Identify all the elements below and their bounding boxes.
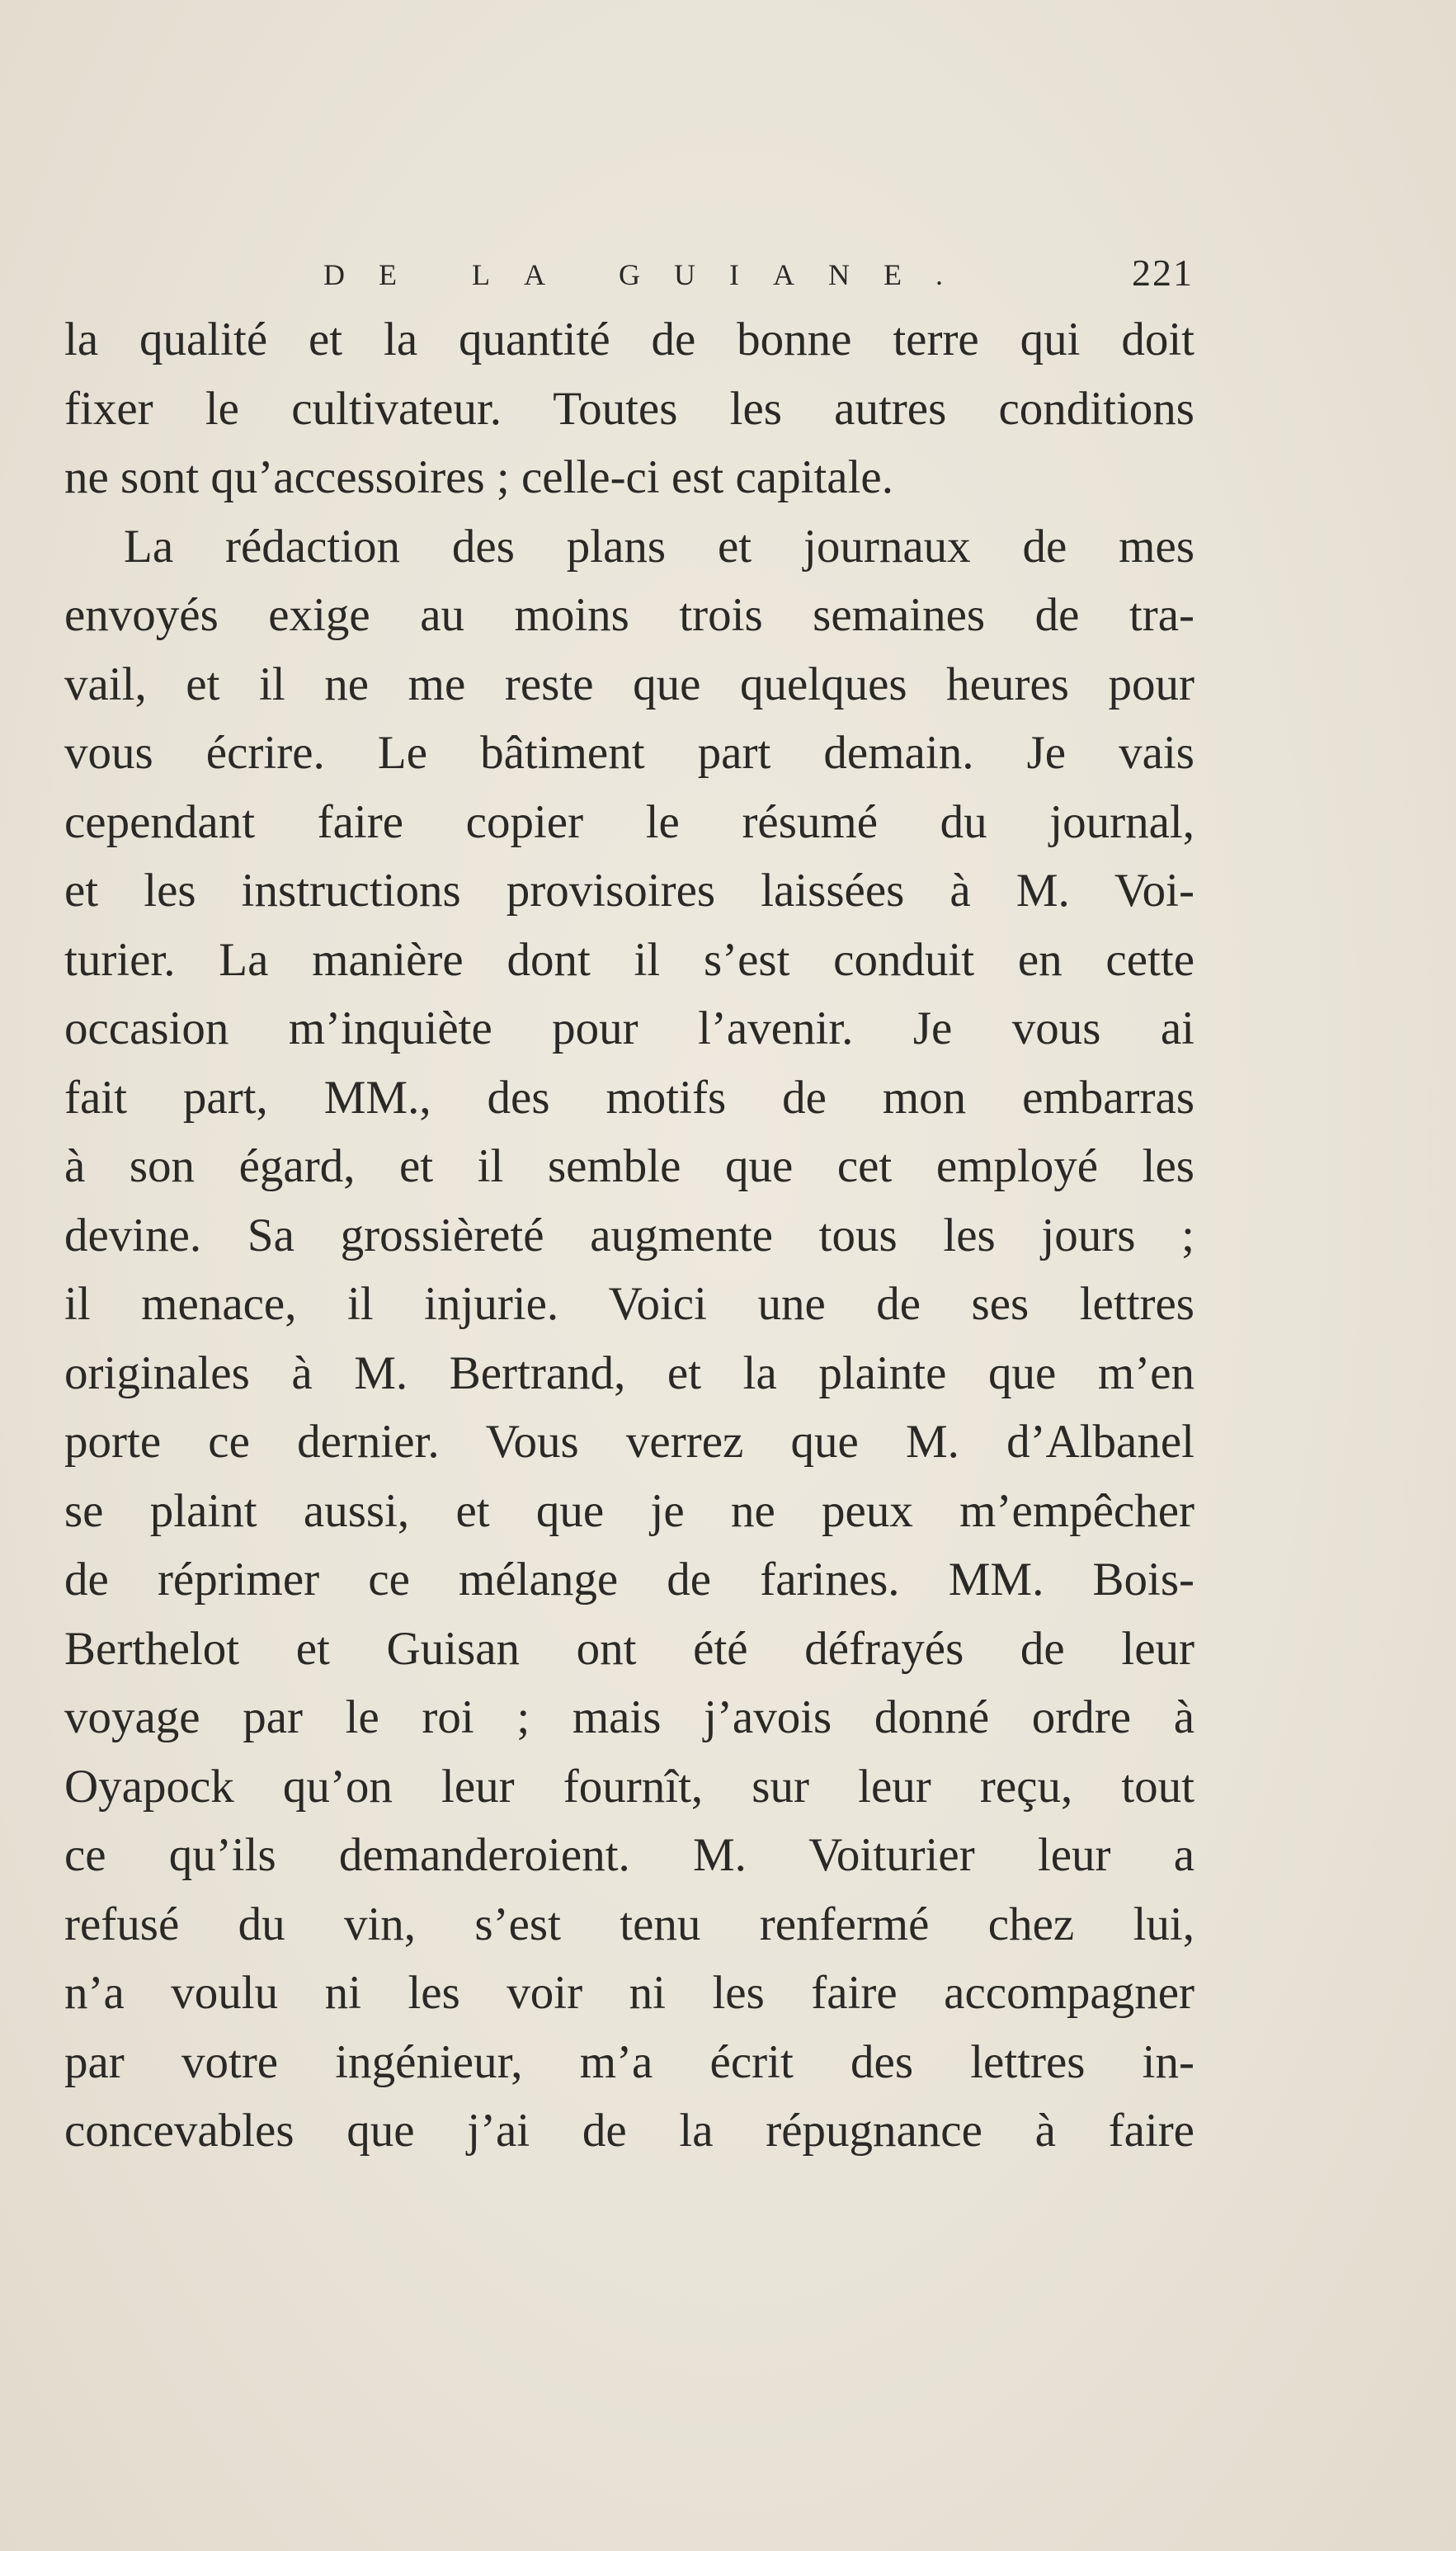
text-line: Oyapock qu’on leur fournît, sur leur reçu, tout (64, 1760, 1194, 1813)
running-title: DE LA GUIANE. (323, 258, 977, 291)
page-number: 221 (1132, 252, 1194, 294)
text-line: ce qu’ils demanderoient. M. Voiturier leur a (64, 1829, 1194, 1881)
text-line: n’a voulu ni les voir ni les faire accompagner (64, 1967, 1194, 2019)
text-line: turier. La manière dont il s’est conduit en cette (64, 933, 1194, 986)
text-line: fixer le cultivateur. Toutes les autres conditions (64, 382, 1194, 435)
text-line: à son égard, et il semble que cet employé les (64, 1140, 1194, 1192)
text-line: se plaint aussi, et que je ne peux m’empêcher (64, 1484, 1194, 1537)
text-line: il menace, il injurie. Voici une de ses lettres (64, 1278, 1194, 1330)
text-line: cependant faire copier le résumé du journal, (64, 795, 1194, 848)
text-line: par votre ingénieur, m’a écrit des lettres in- (64, 2035, 1194, 2088)
text-line: fait part, MM., des motifs de mon embarras (64, 1071, 1194, 1124)
text-line: Berthelot et Guisan ont été défrayés de leur (64, 1622, 1194, 1675)
text-line: la qualité et la quantité de bonne terre qui doit (64, 314, 1194, 365)
text-line: La rédaction des plans et journaux de mes (124, 520, 1194, 573)
running-head (323, 239, 1194, 314)
text-line: voyage par le roi ; mais j’avois donné ordre à (64, 1691, 1194, 1743)
text-line: refusé du vin, s’est tenu renfermé chez lui, (64, 1898, 1194, 1950)
text-line: originales à M. Bertrand, et la plainte que m’en (64, 1346, 1194, 1399)
text-line: porte ce dernier. Vous verrez que M. d’Albanel (64, 1416, 1194, 1468)
text-line: et les instructions provisoires laissées à M. Voi- (64, 865, 1194, 917)
text-line: concevables que j’ai de la répugnance à faire (64, 2105, 1194, 2157)
text-line: occasion m’inquiète pour l’avenir. Je vous ai (64, 1002, 1194, 1054)
text-line: ne sont qu’accessoires ; celle-ci est capitale. (64, 451, 893, 503)
text-line: de réprimer ce mélange de farines. MM. Bois- (64, 1554, 1194, 1606)
text-line: vous écrire. Le bâtiment part demain. Je vais (64, 727, 1194, 779)
text-line: devine. Sa grossièreté augmente tous les jours ; (64, 1209, 1194, 1261)
text-line: envoyés exige au moins trois semaines de tra- (64, 589, 1194, 641)
text-line: vail, et il ne me reste que quelques heures pour (64, 658, 1194, 710)
body-text (64, 305, 1194, 2166)
